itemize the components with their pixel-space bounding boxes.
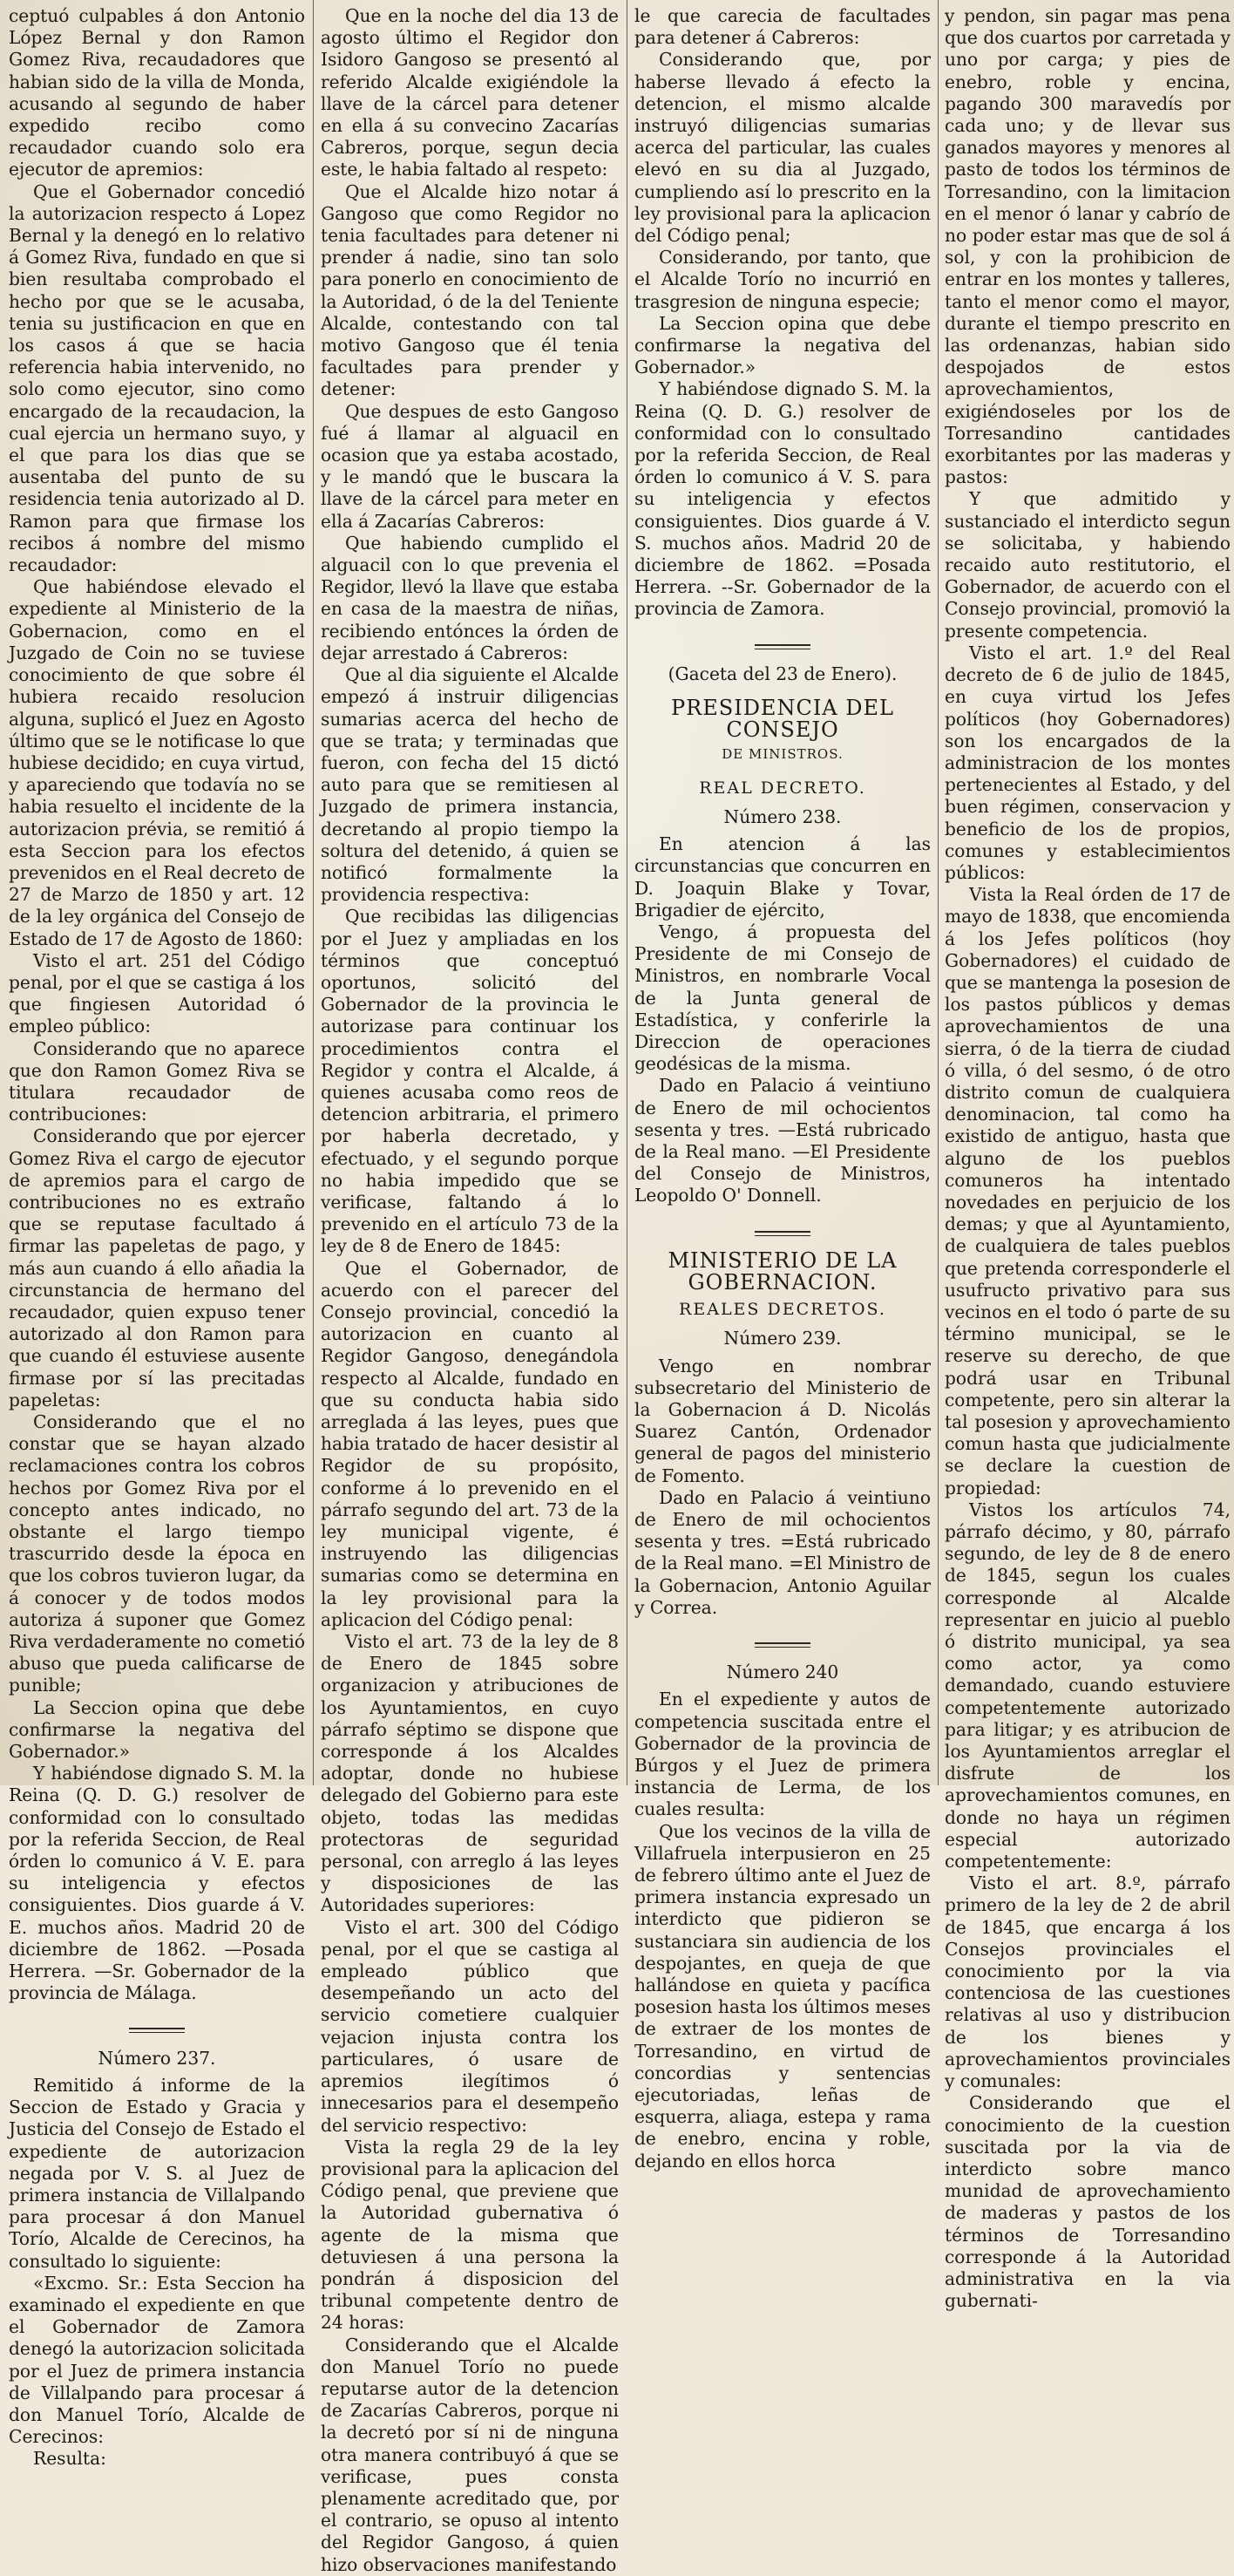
section-heading: MINISTERIO DE LA GOBERNACION.	[668, 1247, 898, 1295]
paragraph: Vista la Real órden de 17 de mayo de 1838, que encomienda á los Jefes políticos (hoy Gobernadores) el cuidado de que se mantenga la posesion de los pastos públicos y demas aprovechamientos de una sierra, ó de la tierra de ciudad ó villa, ó del sesmo, ó de otro distrito comun de cualquiera denominacion, tal como ha existido de antiguo, hasta que alguno de los pueblos comuneros ha intentado novedades en perjuicio de los demas; y que al Ayuntamiento, de cualquiera de tales pueblos que pretenda corresponderle el usufructo privativo para sus vecinos en el todo ó parte de su término municipal, se le reserve su derecho, de que podrá usar en Tribunal competente, pero sin alterar la tal posesion y aprovechamiento comun hasta que judicialmente se declare la cuestion de propiedad:	[945, 884, 1231, 1499]
paragraph: Que despues de esto Gangoso fué á llamar al alguacil en ocasion que ya estaba acostado, y le mandó que le buscara la llave de la cárcel para meter en ella á Zacarías Cabreros:	[321, 400, 619, 532]
paragraph: Vista la regla 29 de la ley provisional para la aplicacion del Código penal, que previene que la Autoridad gubernativa ó agente de la misma que detuviesen á una persona la pondrán á disposicion del tribunal competente dentro de 24 horas:	[321, 2136, 619, 2334]
section-heading: PRESIDENCIA DEL CONSEJO	[671, 696, 894, 743]
paragraph: La Seccion opina que debe confirmarse la negativa del Gobernador.»	[634, 312, 931, 378]
column-2	[321, 5, 619, 2575]
paragraph: Considerando que por ejercer Gomez Riva el cargo de ejecutor de apremios para el cargo de contribuciones no es extraño que se reputase facultado á firmar las papeletas de pago, y más aun cuando á ello añadia la circunstancia de hermano del recaudador, quien expuso tener autorizado al don Ramon para que cuando él estuviese ausente firmase por sí las precitadas papeletas:	[9, 1125, 305, 1410]
paragraph: Que al dia siguiente el Alcalde empezó á instruir diligencias sumarias acerca del hecho de que se trata; y terminadas que fueron, con fecha del 15 dictó auto para que se remitiesen al Juzgado de primera instancia, decretando al propio tiempo la soltura del detenido, á quien se notificó formalmente la providencia respectiva:	[321, 664, 619, 906]
paragraph: Visto el art. 8.º, párrafo primero de la ley de 2 de abril de 1845, que encarga á los Consejos provinciales el conocimiento por la via contenciosa de las cuestiones relativas al uso y distribucion de los bienes y aprovechamientos provinciales y comunales:	[945, 1873, 1231, 2092]
paragraph: Vengo, á propuesta del Presidente de mi Consejo de Ministros, en nombrarle Vocal de la Junta general de Estadística, y conferirle la Direccion de operaciones geodésicas de la misma.	[634, 921, 931, 1075]
decree-number: Número 239.	[723, 1328, 842, 1349]
section-separator	[634, 633, 931, 655]
paragraph: Considerando que no aparece que don Ramon Gomez Riva se titulara recaudador de contribuciones:	[9, 1037, 305, 1125]
paragraph: Resulta:	[33, 2448, 106, 2470]
column-4	[945, 5, 1231, 2312]
paragraph: Que habiéndose elevado el expediente al Ministerio de la Gobernacion, como en el Juzgado de Coin no se tuviese conocimiento de que sobre él hubiera recaido resolucion alguna, suplicó el Juez en Agosto último que se le notificase lo que hubiese decidido; en cuya virtud, y apareciendo que todavía no se habia resuelto el incidente de la autorizacion prévia, se remitió á esta Seccion para los efectos prevenidos en el Real decreto de 27 de Marzo de 1850 y art. 12 de la ley orgánica del Consejo de Estado de 17 de Agosto de 1860:	[9, 576, 305, 949]
paragraph: Que recibidas las diligencias por el Juez y ampliadas en los términos que conceptuó oportunos, solicitó del Gobernador de la provincia le autorizase para continuar los procedimientos contra el Regidor y contra el Alcalde, á quienes acusaba como reos de detencion arbitraria, el primero por haberla decretado, y efectuado, y el segundo porque no habia impedido que se verificase, faltando á lo prevenido en el artículo 73 de la ley de 8 de Enero de 1845:	[321, 906, 619, 1257]
paragraph: En el expediente y autos de competencia suscitada entre el Gobernador de la provincia de Búrgos y el Juez de primera instancia de Lerma, de los cuales resulta:	[634, 1689, 931, 1820]
paragraph: Visto el art. 1.º del Real decreto de 6 de julio de 1845, en cuya virtud los Jefes políticos (hoy Gobernadores) son los encargados de la administracion de los montes pertenecientes al Estado, y del buen régimen, conservacion y beneficio de los de propios, comunes y establecimientos públicos:	[945, 642, 1231, 883]
section-subheading: DE MINISTROS.	[722, 745, 844, 762]
section-separator	[634, 1631, 931, 1653]
section-separator	[634, 1220, 931, 1241]
paragraph: Remitido á informe de la Seccion de Estado y Gracia y Justicia del Consejo de Estado el expediente de autorizacion negada por V. S. al Juez de primera instancia de Villalpando para procesar á don Manuel Torío, Alcalde de Cerecinos, ha consultado lo siguiente:	[9, 2074, 305, 2272]
paragraph: Dado en Palacio á veintiuno de Enero de mil ochocientos sesenta y tres. =Está rubricado de la Real mano. =El Ministro de la Gobernacion, Antonio Aguilar y Correa.	[634, 1486, 931, 1618]
paragraph: Y habiéndose dignado S. M. la Reina (Q. D. G.) resolver de conformidad con lo consultado por la referida Seccion, de Real órden lo comunico á V. S. para su inteligencia y efectos consiguientes. Dios guarde á V. S. muchos años. Madrid 20 de diciembre de 1862. =Posada Herrera. --Sr. Gobernador de la provincia de Zamora.	[634, 378, 931, 620]
paragraph: Que en la noche del dia 13 de agosto último el Regidor don Isidoro Gangoso se presentó al referido Alcalde exigiéndole la llave de la cárcel para detener en ella á su convecino Zacarías Cabreros, porque, segun decia este, le habia faltado al respeto:	[321, 5, 619, 180]
paragraph: Que el Gobernador, de acuerdo con el parecer del Consejo provincial, concedió la autorizacion en cuanto al Regidor Gangoso, denegándola respecto al Alcalde, fundado en que su conducta habia sido arreglada á las leyes, pues que habia tratado de hacer desistir al Regidor de su propósito, conforme á lo prevenido en el párrafo segundo del art. 73 de la ley municipal vigente, é instruyendo las diligencias sumarias como se determina en la ley provisional para la aplicacion del Código penal:	[321, 1257, 619, 1630]
section-separator	[9, 2016, 305, 2038]
paragraph: Que habiendo cumplido el alguacil con lo que prevenia el Regidor, llevó la llave que estaba en casa de la maestra de niñas, recibiendo entónces la órden de dejar arrestado á Cabreros:	[321, 532, 619, 663]
paragraph: Que el Gobernador concedió la autorizacion respecto á Lopez Bernal y la denegó en lo relativo á Gomez Riva, fundado en que si bien resultaba comprobado el hecho por que se le acusaba, tenia su justificacion en que en los casos á que se hacia referencia habia intervenido, no solo como ejecutor, sino como encargado de la recaudacion, la cual ejercia un hermano suyo, y el que para los dias que se ausentaba del punto de su residencia tenia autorizado al D. Ramon para que firmase los recibos á nombre del mismo recaudador:	[9, 180, 305, 576]
paragraph: Visto el art. 300 del Código penal, por el que se castiga al empleado público que desempeñando un acto del servicio cometiere cualquier vejacion injusta contra los particulares, ó usare de apremios ilegítimos ó innecesarios para el desempeño del servicio respectivo:	[321, 1916, 619, 2136]
paragraph: Que los vecinos de la villa de Villafruela interpusieron en 25 de febrero último ante el Juez de primera instancia expresado un interdicto que pidieron se sustanciara sin audiencia de los despojantes, en queja de que hallándose en quieta y pacífica posesion hasta los últimos meses de extraer de los montes de Torresandino, en virtud de concordias y sentencias ejecutoriadas, leñas de esquerra, aliaga, estepa y rama de enebro, encina y roble, dejando en ellos horca	[634, 1820, 931, 2172]
paragraph: Visto el art. 251 del Código penal, por el que se castiga á los que fingiesen Autoridad ó empleo público:	[9, 949, 305, 1037]
paragraph: le que carecia de facultades para detener á Cabreros:	[634, 5, 931, 49]
gaceta-reference: (Gaceta del 23 de Enero).	[668, 663, 898, 684]
paragraph: En atencion á las circunstancias que concurren en D. Joaquin Blake y Tovar, Brigadier de ejército,	[634, 833, 931, 921]
paragraph: Que el Alcalde hizo notar á Gangoso que como Regidor no tenia facultades para detener ni prender á nadie, sino tan solo para ponerlo en conocimiento de la Autoridad, ó de la del Teniente Alcalde, contestando con tal motivo Gangoso que él tenia facultades para prender y detener:	[321, 180, 619, 400]
paragraph: La Seccion opina que debe confirmarse la negativa del Gobernador.»	[9, 1696, 305, 1763]
paragraph: Considerando que el conocimiento de la cuestion suscitada por la via de interdicto sobre manco munidad de aprovechamiento de maderas y pastos de los términos de Torresandino corresponde á la Autoridad administrativa en la via gubernati-	[945, 2092, 1231, 2312]
paragraph: Y habiéndose dignado S. M. la Reina (Q. D. G.) resolver de conformidad con lo consultado por la referida Seccion, de Real órden lo comunico á V. E. para su inteligencia y efectos consiguientes. Dios guarde á V. E. muchos años. Madrid 20 de diciembre de 1862. —Posada Herrera. —Sr. Gobernador de la provincia de Málaga.	[9, 1763, 305, 2004]
paragraph: Considerando, por tanto, que el Alcalde Torío no incurrió en trasgresion de ninguna especie;	[634, 247, 931, 312]
paragraph: ceptuó culpables á don Antonio López Bernal y don Ramon Gomez Riva, recaudadores que habian sido de la villa de Monda, acusando al segundo de haber expedido recibo como recaudador cuando solo era ejecutor de apremios:	[9, 5, 305, 180]
decree-heading: REAL DECRETO.	[699, 778, 866, 798]
column-rule	[938, 0, 939, 1785]
column-1	[9, 5, 305, 2470]
column-rule	[313, 0, 314, 1785]
decree-number: Número 237.	[98, 2047, 216, 2069]
decree-heading: REALES DECRETOS.	[679, 1300, 886, 1320]
paragraph: Considerando que, por haberse llevado á efecto la detencion, el mismo alcalde instruyó diligencias sumarias acerca del particular, las cuales elevó en su dia al Juzgado, cumpliendo así lo prescrito en la ley provisional para la aplicacion del Código penal;	[634, 49, 931, 247]
paragraph: Considerando que el no constar que se hayan alzado reclamaciones contra los cobros hechos por Gomez Riva por el concepto antes indicado, no obstante el largo tiempo trascurrido desde la época en que los cobros tuvieron lugar, da á conocer y de todos modos autoriza á suponer que Gomez Riva verdaderamente no cometió abuso que pueda calificarse de punible;	[9, 1411, 305, 1696]
paragraph: Considerando que el Alcalde don Manuel Torío no puede reputarse autor de la detencion de Zacarías Cabreros, porque ni la decretó por sí ni de ninguna otra manera contribuyó á que se verificase, pues consta plenamente acreditado que, por el contrario, se opuso al intento del Regidor Gangoso, á quien hizo observaciones manifestando	[321, 2334, 619, 2575]
paragraph: y pendon, sin pagar mas pena que dos cuartos por carretada y uno por carga; y pies de enebro, roble y encina, pagando 300 maravedís por cada uno; y de llevar sus ganados mayores y menores al pasto de todos los términos de Torresandino, con la limitacion en el menor ó lanar y cabrío de no poder estar mas que de sol á sol, y con la prohibicion de entrar en los montes y talleres, tanto el menor como el mayor, durante el tiempo prescrito en las ordenanzas, habian sido despojados de estos aprovechamientos, exigiéndoseles por los de Torresandino cantidades exorbitantes por las maderas y pastos:	[945, 5, 1231, 488]
paragraph: Vengo en nombrar subsecretario del Ministerio de la Gobernacion á D. Nicolás Suarez Cantón, Ordenador general de pagos del ministerio de Fomento.	[634, 1355, 931, 1486]
paragraph: Y que admitido y sustanciado el interdicto segun se solicitaba, y habiendo recaido auto restitutorio, el Gobernador, de acuerdo con el Consejo provincial, promovió la presente competencia.	[945, 488, 1231, 642]
decree-number: Número 240	[726, 1662, 839, 1683]
paragraph: Vistos los artículos 74, párrafo décimo, y 80, párrafo segundo, de ley de 8 de enero de 1845, segun los cuales corresponde al Alcalde representar en juicio al pueblo ó distrito municipal, ya sea como actor, ya como demandado, cuando estuviere competentemente autorizado para litigar; y es atribucion de los Ayuntamientos arreglar el disfrute de los aprovechamientos comunes, en donde no haya un régimen especial autorizado competentemente:	[945, 1499, 1231, 1873]
paragraph: Visto el art. 73 de la ley de 8 de Enero de 1845 sobre organizacion y atribuciones de los Ayuntamientos, en cuyo párrafo séptimo se dispone que corresponde á los Alcaldes adoptar, donde no hubiese delegado del Gobierno para este objeto, todas las medidas protectoras de seguridad personal, con arreglo á las leyes y disposiciones de las Autoridades superiores:	[321, 1631, 619, 1916]
paragraph: Dado en Palacio á veintiuno de Enero de mil ochocientos sesenta y tres. —Está rubricado de la Real mano. —El Presidente del Consejo de Ministros, Leopoldo O' Donnell.	[634, 1075, 931, 1206]
column-3	[634, 5, 931, 2172]
decree-number: Número 238.	[723, 805, 842, 827]
paragraph: «Excmo. Sr.: Esta Seccion ha examinado el expediente en que el Gobernador de Zamora denegó la autorizacion solicitada por el Juez de primera instancia de Villalpando para procesar á don Manuel Torío, Alcalde de Cerecinos:	[9, 2272, 305, 2448]
